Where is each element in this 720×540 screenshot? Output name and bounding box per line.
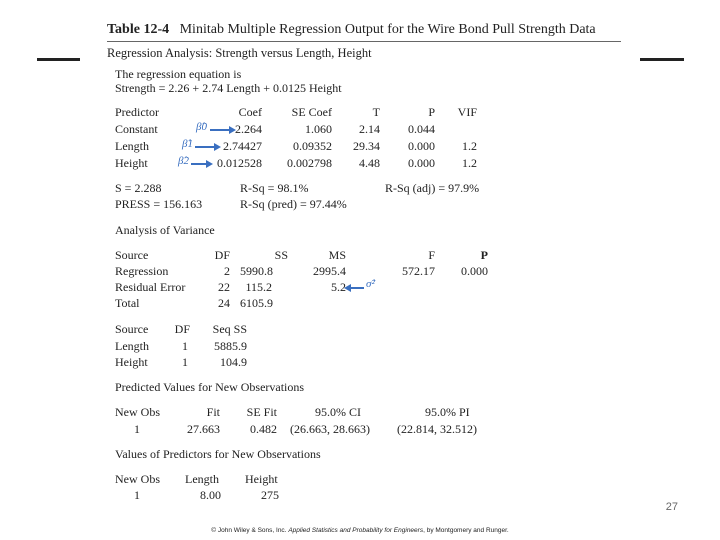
table-cell-coef: 2.74427 <box>223 139 262 153</box>
pred-header-pi: 95.0% PI <box>425 405 470 419</box>
left-decor-bar <box>37 58 80 61</box>
coef-header-predictor: Predictor <box>115 105 159 119</box>
table-row-predictor: Length <box>115 139 149 153</box>
title-divider <box>107 41 621 42</box>
coef-header-p: P <box>428 105 435 119</box>
newobs-header-obs: New Obs <box>115 472 160 486</box>
table-cell-t: 2.14 <box>359 122 380 136</box>
anova-header-df: DF <box>214 248 230 262</box>
table-cell-se: 1.060 <box>305 122 332 136</box>
beta-hat-label: β̂1 <box>182 138 193 150</box>
right-decor-bar <box>640 58 684 61</box>
regression-subtitle: Regression Analysis: Strength versus Length, Height <box>107 46 372 60</box>
coef-header-coef: Coef <box>238 105 262 119</box>
table-cell-coef: 2.264 <box>235 122 262 136</box>
table-cell-ci: (26.663, 28.663) <box>290 422 370 436</box>
table-cell-se: 0.002798 <box>287 156 332 170</box>
table-cell-fit: 27.663 <box>187 422 220 436</box>
table-cell-vif: 1.2 <box>462 156 477 170</box>
stat-rsq-pred: R-Sq (pred) = 97.44% <box>240 197 347 211</box>
beta-arrow-icon <box>191 163 207 165</box>
stat-rsq-adj: R-Sq (adj) = 97.9% <box>385 181 480 195</box>
anova-header-ms: MS <box>328 248 346 262</box>
table-label: Table 12-4 <box>107 22 170 37</box>
table-row-predictor: Constant <box>115 122 158 136</box>
table-cell-vif: 1.2 <box>462 139 477 153</box>
newobs-header-length: Length <box>185 472 219 486</box>
table-cell-obs: 1 <box>134 488 140 502</box>
pred-header-obs: New Obs <box>115 405 160 419</box>
table-cell-obs: 1 <box>134 422 140 436</box>
footer-credit <box>0 527 720 534</box>
table-cell-f: 572.17 <box>402 264 435 278</box>
predicted-heading: Predicted Values for New Observations <box>115 380 305 394</box>
table-cell-p: 0.044 <box>408 122 435 136</box>
table-cell-length: 8.00 <box>200 488 221 502</box>
table-cell-pi: (22.814, 32.512) <box>397 422 477 436</box>
table-row-source: Residual Error <box>115 280 186 294</box>
footer-book-title: Applied Statistics and Probability for Engineers <box>288 527 424 534</box>
table-row-predictor: Height <box>115 156 148 170</box>
table-cell-ms: 5.2 <box>331 280 346 294</box>
stat-press: PRESS = 156.163 <box>115 197 203 211</box>
stat-s: S = 2.288 <box>115 181 162 195</box>
table-cell-t: 4.48 <box>359 156 380 170</box>
table-row-source: Length <box>115 339 149 353</box>
table-cell-df: 24 <box>218 296 230 310</box>
pred-header-ci: 95.0% CI <box>315 405 361 419</box>
table-title <box>107 22 596 38</box>
anova-header-p: P <box>480 248 488 262</box>
anova-header-source: Source <box>115 248 149 262</box>
beta-hat-label: β̂0 <box>196 121 207 133</box>
coef-header-t: T <box>372 105 380 119</box>
table-cell-ss: 104.9 <box>220 355 247 369</box>
table-cell-sefit: 0.482 <box>250 422 277 436</box>
anova-header-ss: SS <box>274 248 288 262</box>
anova-heading: Analysis of Variance <box>115 223 215 237</box>
sigma-arrow-icon <box>350 287 364 289</box>
table-cell-df: 2 <box>224 264 230 278</box>
table-row-source: Height <box>115 355 148 369</box>
table-cell-df: 1 <box>182 355 188 369</box>
table-cell-p: 0.000 <box>408 139 435 153</box>
coef-header-vif: VIF <box>457 105 477 119</box>
table-cell-height: 275 <box>261 488 279 502</box>
regression-equation: Strength = 2.26 + 2.74 Length + 0.0125 Height <box>115 81 342 95</box>
beta-hat-label: β̂2 <box>178 155 189 167</box>
table-cell-ss: 6105.9 <box>240 296 273 310</box>
pred-header-sefit: SE Fit <box>246 405 277 419</box>
equation-intro: The regression equation is <box>115 67 242 81</box>
table-row-source: Total <box>115 296 140 310</box>
stat-rsq: R-Sq = 98.1% <box>240 181 309 195</box>
anova-header-f: F <box>428 248 435 262</box>
predictors-heading: Values of Predictors for New Observations <box>115 447 321 461</box>
coef-header-se: SE Coef <box>291 105 332 119</box>
footer-copyright: © John Wiley & Sons, Inc. <box>211 527 287 534</box>
table-row-source: Regression <box>115 264 169 278</box>
table-cell-df: 1 <box>182 339 188 353</box>
table-cell-df: 22 <box>218 280 230 294</box>
page-number: 27 <box>665 501 678 513</box>
table-cell-t: 29.34 <box>353 139 380 153</box>
table-cell-p: 0.000 <box>461 264 488 278</box>
table-title-text: Minitab Multiple Regression Output for the Wire Bond Pull Strength Data <box>179 22 596 37</box>
table-cell-ms: 2995.4 <box>313 264 346 278</box>
seqss-header-df: DF <box>174 322 190 336</box>
table-cell-ss: 5885.9 <box>214 339 247 353</box>
table-cell-p: 0.000 <box>408 156 435 170</box>
sigma-hat-label: σ̂² <box>366 278 375 290</box>
footer-authors: , by Montgomery and Runger. <box>423 527 509 534</box>
table-cell-se: 0.09352 <box>293 139 332 153</box>
table-cell-ss: 5990.8 <box>240 264 273 278</box>
seqss-header-ss: Seq SS <box>212 322 247 336</box>
pred-header-fit: Fit <box>206 405 220 419</box>
seqss-header-source: Source <box>115 322 149 336</box>
table-cell-coef: 0.012528 <box>217 156 262 170</box>
table-cell-ss: 115.2 <box>245 280 272 294</box>
newobs-header-height: Height <box>245 472 278 486</box>
